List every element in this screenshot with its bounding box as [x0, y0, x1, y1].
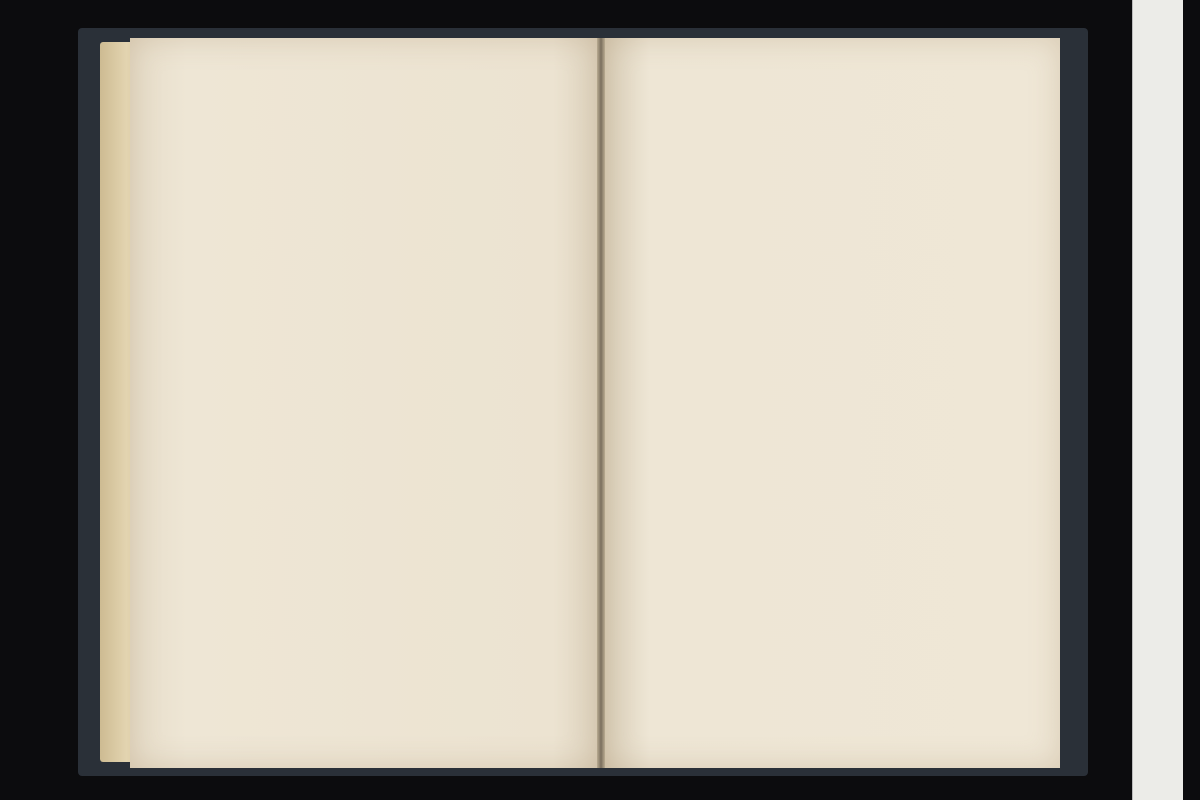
measurement-ruler: [1132, 0, 1183, 800]
book-gutter: [597, 38, 605, 768]
right-page: [604, 38, 1060, 768]
left-page: [130, 38, 600, 768]
